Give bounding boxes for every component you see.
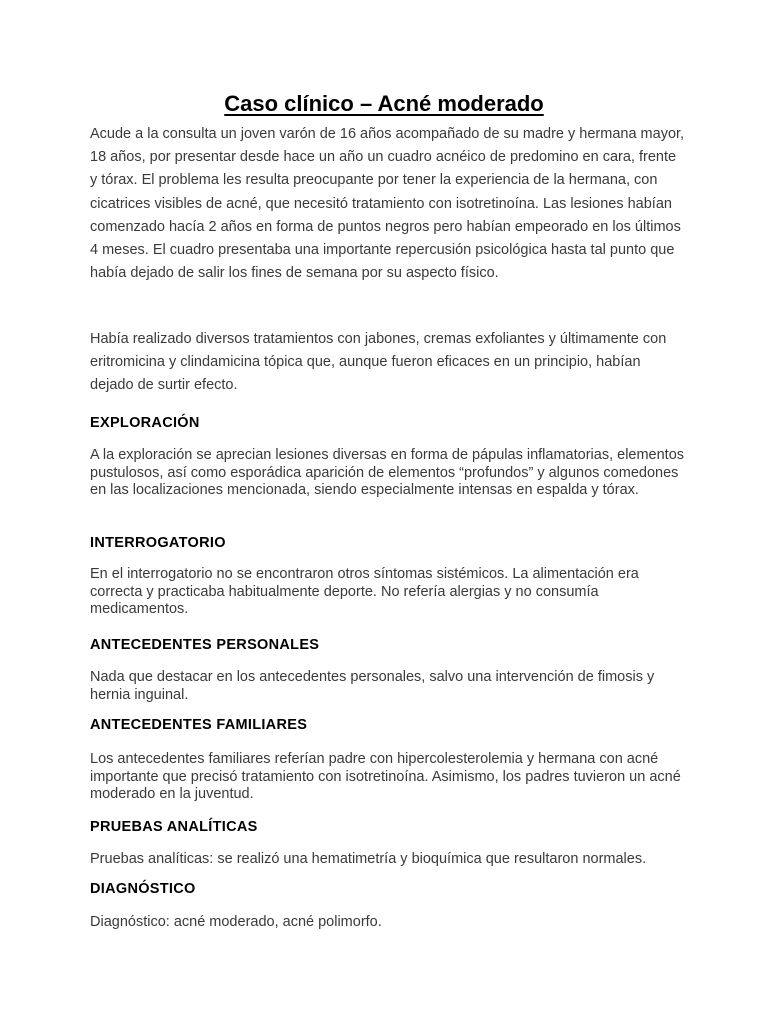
text-exploracion: A la exploración se aprecian lesiones diversas en forma de pápulas inflamatorias, elementos pustulosos, así como esporádica aparición de elementos “profundos” y algunos comedones en las localizaciones mencionada, siendo especialmente intensas en espalda y tórax. (90, 447, 685, 499)
heading-exploracion: EXPLORACIÓN (90, 415, 200, 431)
heading-antecedentes-familiares: ANTECEDENTES FAMILIARES (90, 717, 308, 733)
text-interrogatorio: En el interrogatorio no se encontraron otros síntomas sistémicos. La alimentación era correcta y practicaba habitualmente deporte. No refería alergias y no consumía medicamentos. (90, 566, 639, 618)
heading-interrogatorio: INTERROGATORIO (90, 535, 226, 551)
document-title: Caso clínico – Acné moderado (224, 91, 544, 116)
text-pruebas-analiticas: Pruebas analíticas: se realizó una hematimetría y bioquímica que resultaron normales. (90, 851, 647, 867)
text-diagnostico: Diagnóstico: acné moderado, acné polimorfo. (90, 914, 382, 930)
text-antecedentes-familiares: Los antecedentes familiares referían padre con hipercolesterolemia y hermana con acné importante que precisó tratamiento con isotretinoína. Asimismo, los padres tuvieron un acné moderado en la juventud. (90, 751, 681, 803)
intro-paragraph-2: Había realizado diversos tratamientos con jabones, cremas exfoliantes y últimamente con eritromicina y clindamicina tópica que, aunque fueron eficaces en un principio, habían dejado de surtir efecto. (90, 331, 667, 394)
intro-paragraph-1: Acude a la consulta un joven varón de 16 años acompañado de su madre y hermana mayor, 18 años, por presentar desde hace un año un cuadro acnéico de predomino en cara, frente y tórax. El problema les resulta preocupante por tener la experiencia de la hermana, con cicatrices visibles de acné, que necesitó tratamiento con isotretinoína. Las lesiones habían comenzado hacía 2 años en forma de puntos negros pero habían empeorado en los últimos 4 meses. El cuadro presentaba una importante repercusión psicológica hasta tal punto que había dejado de salir los fines de semana por su aspecto físico. (90, 126, 685, 282)
heading-antecedentes-personales: ANTECEDENTES PERSONALES (90, 637, 320, 653)
heading-diagnostico: DIAGNÓSTICO (90, 881, 196, 897)
heading-pruebas-analiticas: PRUEBAS ANALÍTICAS (90, 819, 258, 835)
text-antecedentes-personales: Nada que destacar en los antecedentes personales, salvo una intervención de fimosis y hernia inguinal. (90, 669, 655, 703)
